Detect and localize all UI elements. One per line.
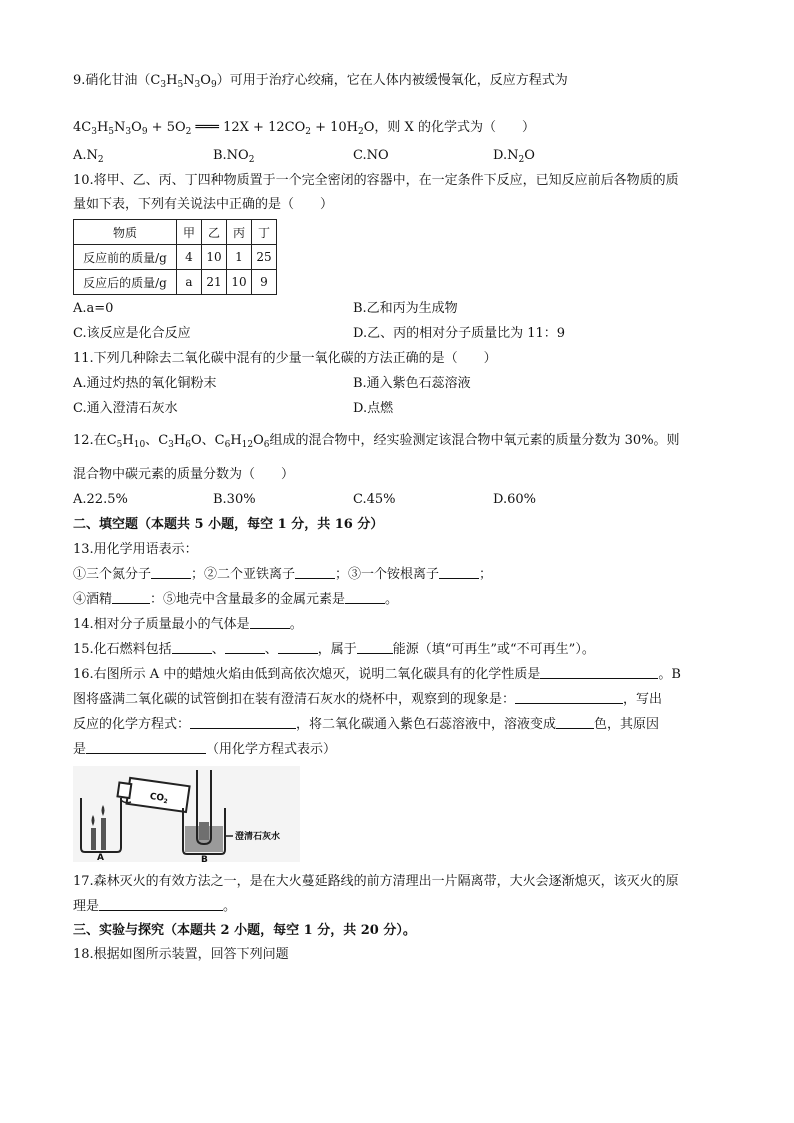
table-header-cell: 物质	[74, 220, 177, 245]
q16-figure	[73, 766, 300, 862]
answer-blank[interactable]	[190, 716, 296, 729]
q16-line1: 16.右图所示 A 中的蜡烛火焰由低到高依次熄灭，说明二氧化碳具有的化学性质是 。B	[73, 667, 681, 682]
test-tube-liquid-icon	[199, 822, 209, 840]
q9-option-d: $D.N_2O$	[493, 148, 535, 165]
q10-stem-line2: 量如下表，下列有关说法中正确的是（ ）	[73, 197, 334, 212]
answer-blank[interactable]	[556, 716, 594, 729]
candle-icon	[101, 818, 106, 850]
q17-line1: 17.森林灭火的有效方法之一，是在大火蔓延路线的前方清理出一片隔离带，大火会逐渐熄灭，该灭火的原	[73, 874, 679, 889]
answer-blank[interactable]	[439, 566, 479, 579]
q13-stem: 13.用化学用语表示：	[73, 542, 198, 557]
q11-stem: 11.下列几种除去二氧化碳中混有的少量一氧化碳的方法正确的是（ ）	[73, 351, 497, 366]
q11-option-a: A.通过灼热的氧化铜粉末	[73, 376, 217, 391]
q13-line2: ④酒精 ：⑤地壳中含量最多的金属元素是 。	[73, 592, 399, 607]
answer-blank[interactable]	[515, 691, 623, 704]
bottle-label: CO	[149, 791, 165, 804]
answer-blank[interactable]	[172, 641, 212, 654]
table-cell: 1	[227, 245, 252, 270]
figure-label-a: A	[97, 853, 104, 862]
answer-blank[interactable]	[295, 566, 335, 579]
q10-option-a: A.a=0	[73, 301, 114, 316]
limewater-label: 澄清石灰水	[235, 832, 281, 842]
bottle-label-sub: 2	[163, 797, 169, 806]
table-cell: 4	[177, 245, 202, 270]
answer-blank[interactable]	[112, 591, 150, 604]
q9-option-c: C.NO	[353, 148, 389, 163]
q17-line2: 理是 。	[73, 899, 237, 914]
answer-blank[interactable]	[99, 898, 223, 911]
table-row	[74, 245, 277, 270]
answer-blank[interactable]	[345, 591, 385, 604]
table-header-cell: 甲	[177, 220, 202, 245]
table-header-cell: 丁	[252, 220, 277, 245]
table-cell: 反应后的质量/g	[74, 270, 177, 295]
table-cell: 21	[202, 270, 227, 295]
figure-label-b: B	[201, 855, 208, 862]
q16-line4: 是 （用化学方程式表示）	[73, 742, 337, 757]
answer-blank[interactable]	[278, 641, 318, 654]
q9-option-a: $A.N_2$	[73, 148, 104, 165]
q16-line3: 反应的化学方程式： ，将二氧化碳通入紫色石蕊溶液中，溶液变成 色，其原因	[73, 717, 660, 732]
q12-stem-line2: 混合物中碳元素的质量分数为（ ）	[73, 467, 295, 482]
q10-option-d: D.乙、丙的相对分子质量比为 11：9	[353, 326, 566, 341]
q16-line2: 图将盛满二氧化碳的试管倒扣在装有澄清石灰水的烧杯中，观察到的现象是： ，写出	[73, 692, 663, 707]
q10-stem-line1: 10.将甲、乙、丙、丁四种物质置于一个完全密闭的容器中，在一定条件下反应，已知反应前后各物质的质	[73, 173, 679, 188]
q12-option-d: D.60%	[493, 492, 536, 507]
section-3-title: 三、实验与探究（本题共 2 小题，每空 1 分，共 20 分）。	[73, 923, 416, 938]
q10-option-b: B.乙和丙为生成物	[353, 301, 458, 316]
answer-blank[interactable]	[540, 666, 658, 679]
table-header-row	[74, 220, 277, 245]
answer-blank[interactable]	[151, 566, 191, 579]
table-cell: 9	[252, 270, 277, 295]
candle-icon	[91, 828, 96, 850]
answer-blank[interactable]	[225, 641, 265, 654]
q11-option-c: C.通入澄清石灰水	[73, 401, 178, 416]
q13-line1: ①三个氮分子 ；②二个亚铁离子 ；③一个铵根离子 ；	[73, 567, 493, 582]
q11-option-d: D.点燃	[353, 401, 394, 416]
q9-option-b: $B.NO_2$	[213, 148, 255, 165]
table-cell: 反应前的质量/g	[74, 245, 177, 270]
table-cell: a	[177, 270, 202, 295]
q18-stem: 18.根据如图所示装置，回答下列问题	[73, 947, 289, 962]
q10-option-c: C.该反应是化合反应	[73, 326, 191, 341]
q12-option-a: A.22.5%	[73, 492, 128, 507]
answer-blank[interactable]	[357, 641, 393, 654]
q11-option-b: B.通入紫色石蕊溶液	[353, 376, 471, 391]
q14-stem: 14.相对分子质量最小的气体是 。	[73, 617, 303, 632]
q15-stem: 15.化石燃料包括 、 、 ，属于 能源（填“可再生”或“不可再生”）。	[73, 642, 595, 657]
answer-blank[interactable]	[86, 741, 206, 754]
q12-stem-line1: 12.在$C_5H_{10}$、$C_3H_6O$、$C_6H_{12}O_6$组成的混合物中，经实验测定该混合物中氧元素的质量分数为 30%。则	[73, 433, 680, 450]
q9-stem: 9.硝化甘油$(C_3H_5N_3O_9)$可用于治疗心绞痛，它在人体内被缓慢氧化，反应方程式为	[73, 73, 568, 90]
table-header-cell: 乙	[202, 220, 227, 245]
q12-option-c: C.45%	[353, 492, 396, 507]
section-2-title: 二、填空题（本题共 5 小题，每空 1 分，共 16 分）	[73, 517, 384, 532]
q9-equation: $4C_3H_5N_3O_9 + 5O_2$ ═══ $12X + 12CO_2 + 10H_2O$，则 X 的化学式为（ ）	[73, 120, 535, 137]
table-row	[74, 270, 277, 295]
table-header-cell: 丙	[227, 220, 252, 245]
table-cell: 10	[202, 245, 227, 270]
table-cell: 10	[227, 270, 252, 295]
answer-blank[interactable]	[250, 616, 290, 629]
q10-mass-table	[73, 219, 277, 295]
q12-option-b: B.30%	[213, 492, 256, 507]
table-cell: 25	[252, 245, 277, 270]
